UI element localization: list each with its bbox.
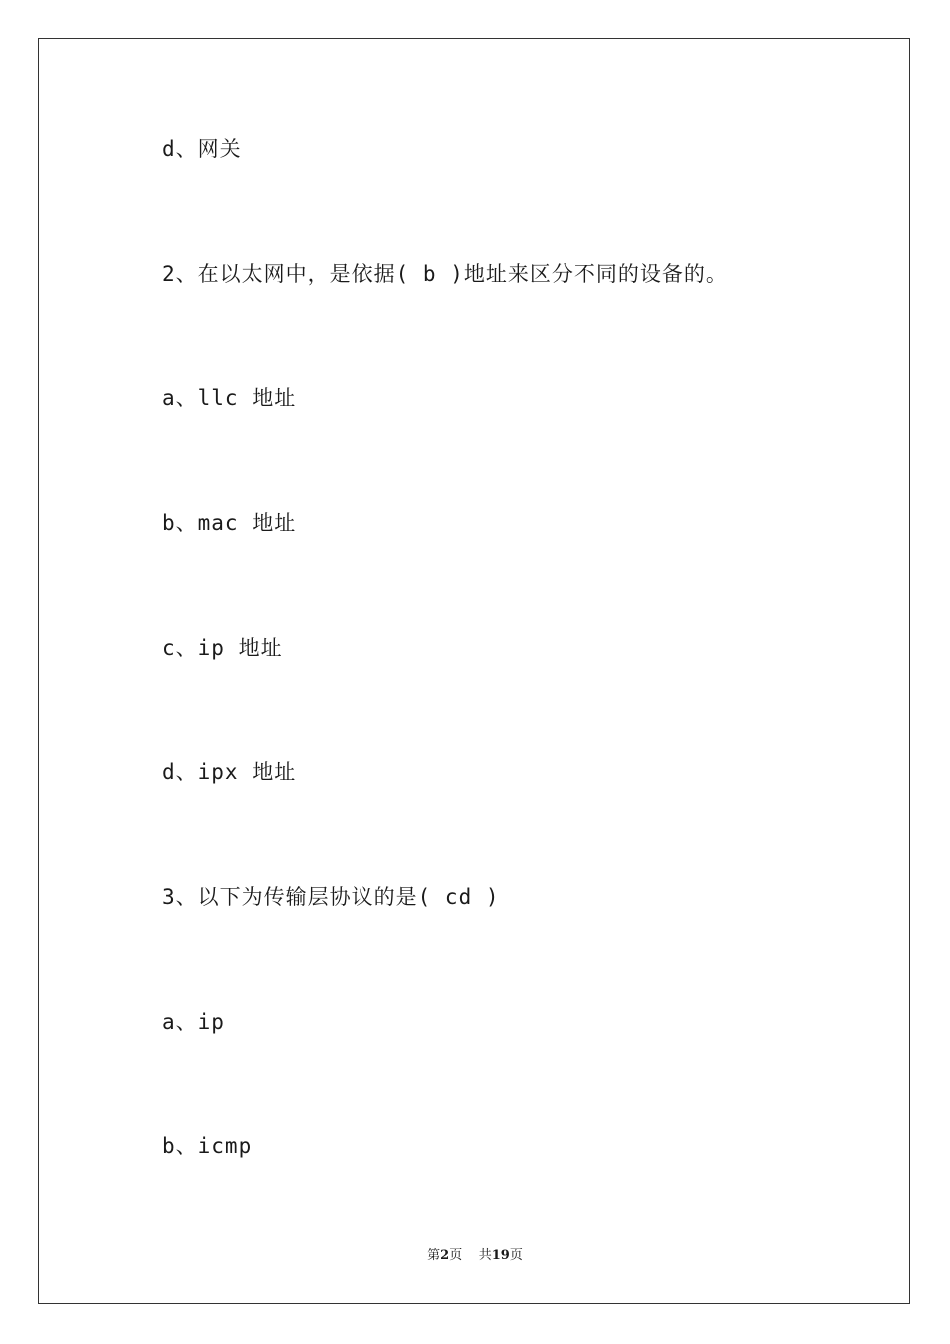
option-a-ip: a、ip [162, 1010, 225, 1034]
option-d-ipx: d、ipx 地址 [162, 760, 297, 784]
option-b-icmp: b、icmp [162, 1134, 253, 1158]
page-footer [0, 1247, 950, 1265]
option-a-llc: a、llc 地址 [162, 386, 297, 410]
footer-page-number: 2 [440, 1248, 450, 1263]
option-b-mac: b、mac 地址 [162, 511, 297, 535]
page-border [38, 38, 910, 1304]
footer-total-suffix: 页 [509, 1248, 523, 1263]
option-c-ip: c、ip 地址 [162, 636, 283, 660]
question-3: 3、以下为传输层协议的是( cd ) [162, 885, 500, 909]
footer-page-prefix: 第 [427, 1248, 441, 1263]
question-2: 2、在以太网中，是依据( b )地址来区分不同的设备的。 [162, 262, 728, 286]
footer-total-pages: 19 [491, 1248, 510, 1263]
footer-total-prefix: 共 [478, 1248, 492, 1263]
option-d-gateway: d、网关 [162, 137, 242, 161]
footer-page-suffix: 页 [449, 1248, 463, 1263]
